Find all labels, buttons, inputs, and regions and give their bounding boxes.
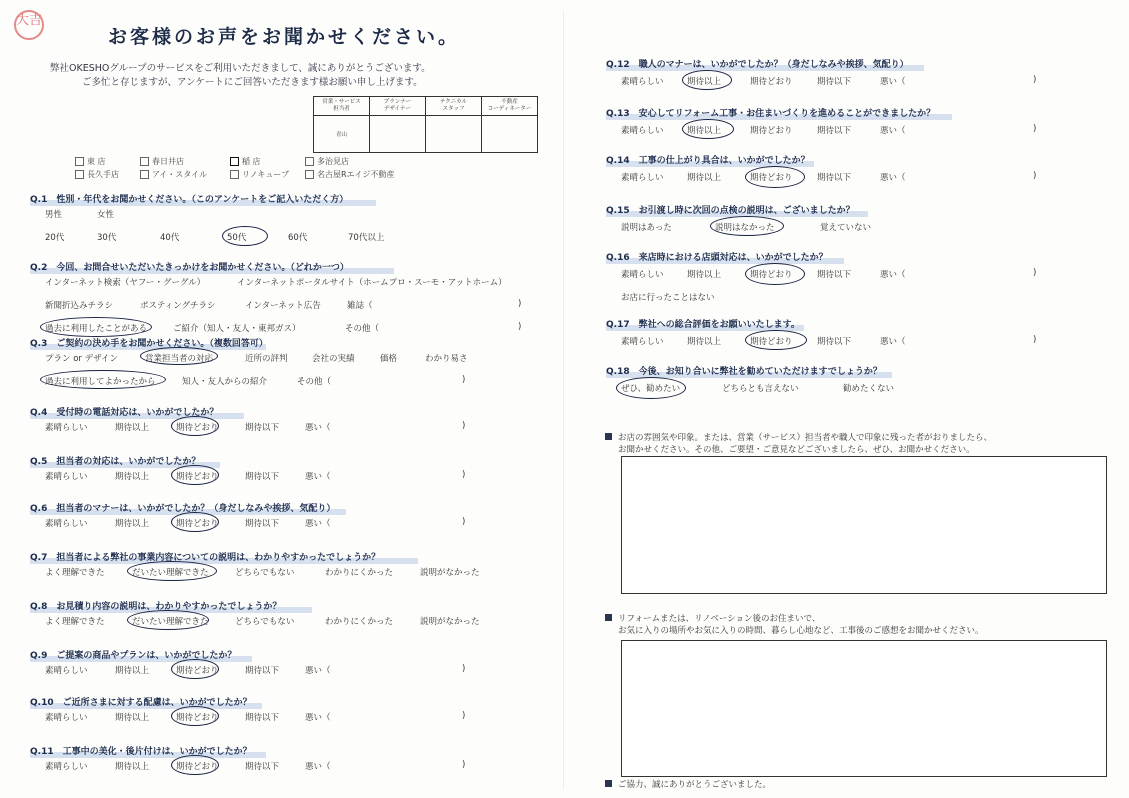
right-q2-option[interactable]: 期待以上: [687, 126, 722, 136]
right-q1-option[interactable]: 悪い（: [880, 77, 906, 87]
comment-box-1[interactable]: [621, 456, 1107, 594]
right-q6-option[interactable]: 悪い（: [880, 337, 906, 347]
company-seal: 大吉: [14, 10, 44, 40]
left-question-4: Q.4 受付時の電話対応は、いかがでしたか？: [30, 405, 218, 418]
left-q10-option[interactable]: 期待どおり: [176, 713, 219, 723]
selected-answer-circle: [171, 659, 219, 679]
left-q4-option[interactable]: 期待以上: [115, 423, 150, 433]
left-q2-option[interactable]: 雑誌（: [347, 301, 373, 311]
left-q1-option[interactable]: 男性: [45, 210, 63, 220]
left-q3-option[interactable]: 知人・友人からの紹介: [182, 377, 268, 387]
selected-answer-circle: [745, 166, 805, 188]
staff-value-sales[interactable]: 青山: [314, 116, 370, 153]
left-q3-option[interactable]: プラン or デザイン: [45, 354, 119, 364]
left-q8-option[interactable]: だいたい理解できた: [132, 617, 209, 627]
right-q3-option[interactable]: 期待どおり: [750, 173, 793, 183]
store-checkbox-3[interactable]: 稲 店: [230, 156, 261, 167]
paren-close: ): [518, 299, 522, 309]
left-question-6: Q.6 担当者のマナーは、いかがでしたか？（身だしなみや挨拶、気配り）: [30, 501, 335, 514]
right-q6-option[interactable]: 素晴らしい: [621, 337, 664, 347]
store-checkbox-6[interactable]: アイ・スタイル: [140, 169, 207, 180]
right-question-3: Q.14 工事の仕上がり具合は、いかがでしたか？: [606, 153, 810, 166]
left-q1-option[interactable]: 70代以上: [348, 233, 385, 243]
selected-answer-circle: [682, 70, 732, 90]
right-question-7: Q.18 今後、お知り合いに弊社を勧めていただけますでしょうか？: [606, 364, 882, 377]
left-q11-option[interactable]: 期待以上: [115, 762, 150, 772]
left-q7-option[interactable]: どちらでもない: [235, 568, 295, 578]
right-q3-option[interactable]: 悪い（: [880, 173, 906, 183]
left-question-5: Q.5 担当者の対応は、いかがでしたか？: [30, 454, 200, 467]
right-question-4: Q.15 お引渡し時に次回の点検の説明は、ございましたか？: [606, 203, 855, 216]
paren-close: ): [462, 470, 466, 480]
left-q5-option[interactable]: 期待以下: [245, 472, 280, 482]
paren-close: ): [462, 711, 466, 721]
right-q4-option[interactable]: 説明はなかった: [715, 223, 775, 233]
left-q2-option[interactable]: その他（: [345, 324, 380, 334]
left-q3-option[interactable]: その他（: [297, 377, 332, 387]
left-q2-option[interactable]: 新聞折込みチラシ: [45, 301, 114, 311]
left-q1-option[interactable]: 50代: [227, 233, 247, 243]
left-q1-option[interactable]: 女性: [97, 210, 115, 220]
paren-close: ): [462, 760, 466, 770]
right-q5-option[interactable]: 素晴らしい: [621, 270, 664, 280]
left-q2-option[interactable]: ポスティングチラシ: [140, 301, 216, 311]
left-q10-option[interactable]: 悪い（: [305, 713, 331, 723]
right-question-5: Q.16 来店時における店頭対応は、いかがでしたか？: [606, 250, 828, 263]
selected-answer-circle: [682, 119, 734, 139]
selected-answer-circle: [171, 465, 219, 485]
right-q5-option[interactable]: 期待どおり: [750, 270, 793, 280]
left-q5-option[interactable]: 期待どおり: [176, 472, 219, 482]
left-q3-option[interactable]: 会社の実績: [312, 354, 355, 364]
selected-answer-circle: [140, 347, 218, 365]
left-q9-option[interactable]: 期待どおり: [176, 666, 219, 676]
bullet-square-icon: [605, 614, 612, 621]
right-q2-option[interactable]: 期待どおり: [750, 126, 793, 136]
selected-answer-circle: [40, 317, 152, 337]
selected-answer-circle: [745, 263, 805, 285]
selected-answer-circle: [171, 416, 219, 436]
left-q9-option[interactable]: 素晴らしい: [45, 666, 88, 676]
left-q4-option[interactable]: 素晴らしい: [45, 423, 88, 433]
right-q7-option[interactable]: 勧めたくない: [843, 384, 895, 394]
selected-answer-circle: [222, 226, 268, 246]
right-question-1: Q.12 職人のマナーは、いかがでしたか？（身だしなみや挨拶、気配り）: [606, 57, 909, 70]
right-q4-option[interactable]: 説明はあった: [621, 223, 672, 233]
left-q2-option[interactable]: インターネット広告: [245, 301, 321, 311]
store-checkbox-2[interactable]: 春日井店: [140, 156, 184, 167]
intro-line-2: ご多忙と存じますが、アンケートにご回答いただきます様お願い申し上げます。: [82, 77, 423, 88]
left-question-8: Q.8 お見積り内容の説明は、わかりやすかったでしょうか？: [30, 599, 281, 612]
store-checkbox-5[interactable]: 長久手店: [75, 169, 119, 180]
staff-value-realestate[interactable]: [482, 116, 538, 153]
left-q7-option[interactable]: 説明がなかった: [420, 568, 480, 578]
column-divider: [563, 10, 564, 790]
left-q8-option[interactable]: よく理解できた: [45, 617, 105, 627]
left-q4-option[interactable]: 期待以下: [245, 423, 280, 433]
left-q1-option[interactable]: 60代: [288, 233, 308, 243]
right-q5-option[interactable]: 期待以下: [817, 270, 852, 280]
page-title: お客様のお声をお聞かせください。: [108, 26, 461, 48]
selected-answer-circle: [616, 377, 686, 399]
paren-close: ): [1033, 171, 1037, 181]
left-q9-option[interactable]: 期待以下: [245, 666, 280, 676]
left-q1-option[interactable]: 20代: [45, 233, 65, 243]
selected-answer-circle: [745, 330, 807, 350]
left-q5-option[interactable]: 期待以上: [115, 472, 150, 482]
right-q5-option[interactable]: お店に行ったことはない: [621, 293, 715, 303]
right-q1-option[interactable]: 期待以上: [687, 77, 722, 87]
store-checkbox-4[interactable]: 多治見店: [305, 156, 349, 167]
right-q1-option[interactable]: 期待以下: [817, 77, 852, 87]
right-q5-option[interactable]: 期待以上: [687, 270, 722, 280]
left-question-2: Q.2 今回、お問合せいただいたきっかけをお聞かせください。（どれか一つ）: [30, 260, 349, 273]
bullet-square-icon: [605, 780, 612, 787]
left-q7-option[interactable]: わかりにくかった: [325, 568, 394, 578]
comment-prompt-1: お店の雰囲気や印象。または、営業（サービス）担当者や職人で印象に残った者がおりましたら、 お聞かせください。その他、ご要望・ご意見などございましたら、ぜひ、お聞かせください。: [605, 432, 992, 456]
selected-answer-circle: [127, 561, 217, 581]
left-q6-option[interactable]: 素晴らしい: [45, 519, 88, 529]
left-q11-option[interactable]: 悪い（: [305, 762, 331, 772]
store-checkbox-8[interactable]: 名古屋Rエイジ不動産: [305, 169, 395, 180]
left-q1-option[interactable]: 30代: [97, 233, 117, 243]
paren-close: ): [462, 375, 466, 385]
right-q3-option[interactable]: 素晴らしい: [621, 173, 664, 183]
right-q6-option[interactable]: 期待以上: [687, 337, 722, 347]
store-checkbox-1[interactable]: 東 店: [75, 156, 106, 167]
left-q8-option[interactable]: わかりにくかった: [325, 617, 394, 627]
right-q6-option[interactable]: 期待以下: [817, 337, 852, 347]
right-q2-option[interactable]: 素晴らしい: [621, 126, 664, 136]
selected-answer-circle: [710, 216, 784, 236]
right-q6-option[interactable]: 期待どおり: [750, 337, 793, 347]
left-q8-option[interactable]: 説明がなかった: [420, 617, 480, 627]
intro-line-1: 弊社OKESHOグループのサービスをご利用いただきまして、誠にありがとうございます。: [50, 63, 431, 74]
paren-close: ): [1033, 268, 1037, 278]
left-q2-option[interactable]: インターネットポータルサイト（ホームプロ・スーモ・アットホーム）: [237, 278, 507, 288]
right-q7-option[interactable]: ぜひ、勧めたい: [621, 384, 681, 394]
staff-header-sales: 営業・サービス 担当者: [314, 97, 370, 116]
left-q6-option[interactable]: 期待どおり: [176, 519, 219, 529]
paren-close: ): [1033, 335, 1037, 345]
left-q6-option[interactable]: 悪い（: [305, 519, 331, 529]
left-question-10: Q.10 ご近所さまに対する配慮は、いかがでしたか？: [30, 695, 252, 708]
staff-value-planner[interactable]: [370, 116, 426, 153]
left-q5-option[interactable]: 素晴らしい: [45, 472, 88, 482]
right-question-2: Q.13 安心してリフォーム工事・お住まいづくりを進めることができましたか？: [606, 106, 935, 119]
paren-close: ): [462, 517, 466, 527]
left-q5-option[interactable]: 悪い（: [305, 472, 331, 482]
selected-answer-circle: [171, 512, 219, 532]
left-q4-option[interactable]: 悪い（: [305, 423, 331, 433]
left-q9-option[interactable]: 期待以上: [115, 666, 150, 676]
left-q9-option[interactable]: 悪い（: [305, 666, 331, 676]
left-q10-option[interactable]: 期待以上: [115, 713, 150, 723]
paren-close: ): [462, 664, 466, 674]
comment-box-2[interactable]: [621, 640, 1107, 777]
left-q7-option[interactable]: よく理解できた: [45, 568, 105, 578]
left-q8-option[interactable]: どちらでもない: [235, 617, 295, 627]
left-q3-option[interactable]: 価格: [380, 354, 398, 364]
selected-answer-circle: [171, 755, 219, 775]
selected-answer-circle: [127, 610, 209, 630]
right-q2-option[interactable]: 期待以下: [817, 126, 852, 136]
left-question-7: Q.7 担当者による弊社の事業内容についての説明は、わかりやすかったでしょうか？: [30, 550, 380, 563]
paren-close: ): [462, 421, 466, 431]
paren-close: ): [1033, 75, 1037, 85]
right-question-6: Q.17 弊社への総合評価をお願いいたします。: [606, 317, 800, 330]
left-q3-option[interactable]: 営業担当者の対応: [145, 354, 214, 364]
right-q2-option[interactable]: 悪い（: [880, 126, 906, 136]
staff-header-realestate: 不動産 コーディネーター: [482, 97, 538, 116]
staff-table: [313, 96, 538, 153]
left-q10-option[interactable]: 素晴らしい: [45, 713, 88, 723]
left-question-11: Q.11 工事中の美化・後片付けは、いかがでしたか？: [30, 744, 252, 757]
paren-close: ): [518, 322, 522, 332]
left-q6-option[interactable]: 期待以上: [115, 519, 150, 529]
left-q11-option[interactable]: 期待どおり: [176, 762, 219, 772]
left-question-9: Q.9 ご提案の商品やプランは、いかがでしたか？: [30, 648, 236, 661]
left-question-1: Q.1 性別・年代をお聞かせください。（このアンケートをご記入いただく方）: [30, 192, 348, 205]
left-question-3: Q.3 ご契約の決め手をお聞かせください。（複数回答可）: [30, 339, 268, 349]
staff-header-technical: テクニカル スタッフ: [426, 97, 482, 116]
right-q4-option[interactable]: 覚えていない: [820, 223, 872, 233]
comment-prompt-2: リフォームまたは、リノベーション後のお住まいで、 お気に入りの場所やお気に入りの時間、暮らし心地など、工事後のご感想をお聞かせください。: [605, 613, 984, 637]
left-q10-option[interactable]: 期待以下: [245, 713, 280, 723]
right-q5-option[interactable]: 悪い（: [880, 270, 906, 280]
staff-value-technical[interactable]: [426, 116, 482, 153]
left-q3-option[interactable]: 過去に利用してよかったから: [45, 377, 156, 387]
store-checkbox-7[interactable]: リノキューブ: [230, 169, 289, 180]
right-q1-option[interactable]: 期待どおり: [750, 77, 793, 87]
right-q1-option[interactable]: 素晴らしい: [621, 77, 664, 87]
left-q11-option[interactable]: 素晴らしい: [45, 762, 88, 772]
right-q7-option[interactable]: どちらとも言えない: [722, 384, 799, 394]
closing-message: ご協力、誠にありがとうございました。: [605, 779, 771, 791]
left-q2-option[interactable]: ご紹介（知人・友人・東邦ガス）: [173, 324, 301, 334]
left-q2-option[interactable]: 過去に利用したことがある: [45, 324, 148, 334]
right-q3-option[interactable]: 期待以上: [687, 173, 722, 183]
left-q6-option[interactable]: 期待以下: [245, 519, 280, 529]
paren-close: ): [1033, 124, 1037, 134]
selected-answer-circle: [40, 370, 166, 389]
left-q3-option[interactable]: 近所の評判: [245, 354, 288, 364]
left-q3-option[interactable]: わかり易さ: [425, 354, 468, 364]
left-q7-option[interactable]: だいたい理解できた: [132, 568, 209, 578]
right-q3-option[interactable]: 期待以下: [817, 173, 852, 183]
left-q2-option[interactable]: インターネット検索（ヤフー・グーグル）: [45, 278, 206, 288]
bullet-square-icon: [605, 433, 612, 440]
selected-answer-circle: [171, 706, 219, 726]
left-q4-option[interactable]: 期待どおり: [176, 423, 219, 433]
staff-header-planner: プランナー デザイナー: [370, 97, 426, 116]
left-q1-option[interactable]: 40代: [160, 233, 180, 243]
left-q11-option[interactable]: 期待以下: [245, 762, 280, 772]
